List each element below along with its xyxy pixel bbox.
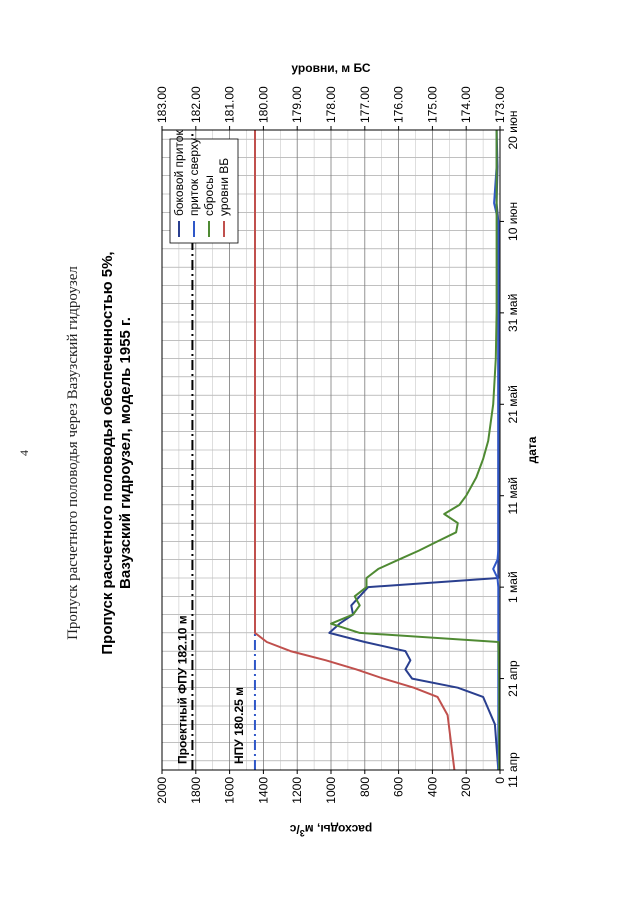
right-axis-ticks (155, 86, 507, 130)
legend-label-2: приток сверху (187, 138, 201, 216)
y2-tick-label: 183.00 (155, 86, 169, 123)
y2-tick-label: 176.00 (391, 86, 406, 123)
y-axis-label-tail: /с (289, 822, 300, 836)
legend-label-4: уровни ВБ (217, 157, 231, 216)
x-tick-label: 31 май (506, 293, 520, 333)
y2-tick-label: 178.00 (324, 86, 338, 123)
right-axis-label: уровни, м БС (291, 61, 371, 75)
y-tick-label: 1600 (222, 777, 237, 804)
y2-tick-label: 174.00 (459, 86, 474, 123)
legend (170, 130, 238, 243)
y-axis-label-sup: 3 (299, 828, 305, 838)
y2-tick-label: 182.00 (188, 86, 203, 123)
y-tick-label: 1000 (324, 777, 338, 804)
y2-tick-label: 173.00 (493, 86, 507, 123)
y-tick-label: 1800 (188, 777, 203, 804)
chart-title-line-1: Пропуск расчетного половодья обеспеченностью 5%, (99, 251, 116, 655)
x-tick-label: 1 май (506, 571, 520, 603)
y-tick-label: 1200 (290, 777, 305, 804)
x-tick-label: 10 июн (506, 201, 520, 241)
left-axis-ticks (155, 770, 507, 804)
y-tick-label: 200 (459, 777, 474, 798)
y2-tick-label: 181.00 (222, 86, 237, 123)
x-tick-label: 21 апр (506, 660, 520, 697)
y-axis-label (289, 822, 372, 838)
y-tick-label: 2000 (155, 777, 169, 804)
y-tick-label: 800 (357, 777, 372, 798)
x-axis-ticks (500, 110, 520, 787)
fpu-label: Проектный ФПУ 182.10 м (175, 615, 190, 764)
x-axis-label: дата (525, 436, 539, 464)
y-tick-label: 1400 (256, 777, 271, 804)
y2-tick-label: 177.00 (357, 86, 372, 123)
y-tick-label: 400 (425, 777, 440, 798)
y-axis-label-main: расходы, м (304, 822, 373, 836)
x-tick-label: 20 июн (506, 110, 520, 150)
page-caption: Пропуск расчетного половодья через Вазузский гидроузел (65, 266, 81, 640)
y2-tick-label: 175.00 (425, 86, 440, 123)
chart-title-line-2: Вазузский гидроузел, модель 1955 г. (117, 317, 134, 589)
npu-label: НПУ 180.25 м (231, 686, 246, 764)
y2-tick-label: 179.00 (290, 86, 305, 123)
y2-tick-label: 180.00 (256, 86, 271, 123)
legend-label-1: боковой приток (172, 130, 186, 216)
y-tick-label: 0 (493, 777, 507, 784)
x-tick-label: 21 май (506, 385, 520, 424)
legend-label-3: сбросы (202, 175, 216, 216)
page-number: 4 (17, 450, 31, 456)
x-tick-label: 11 апр (506, 752, 520, 788)
x-tick-label: 11 май (506, 477, 520, 515)
y-tick-label: 600 (391, 777, 406, 798)
